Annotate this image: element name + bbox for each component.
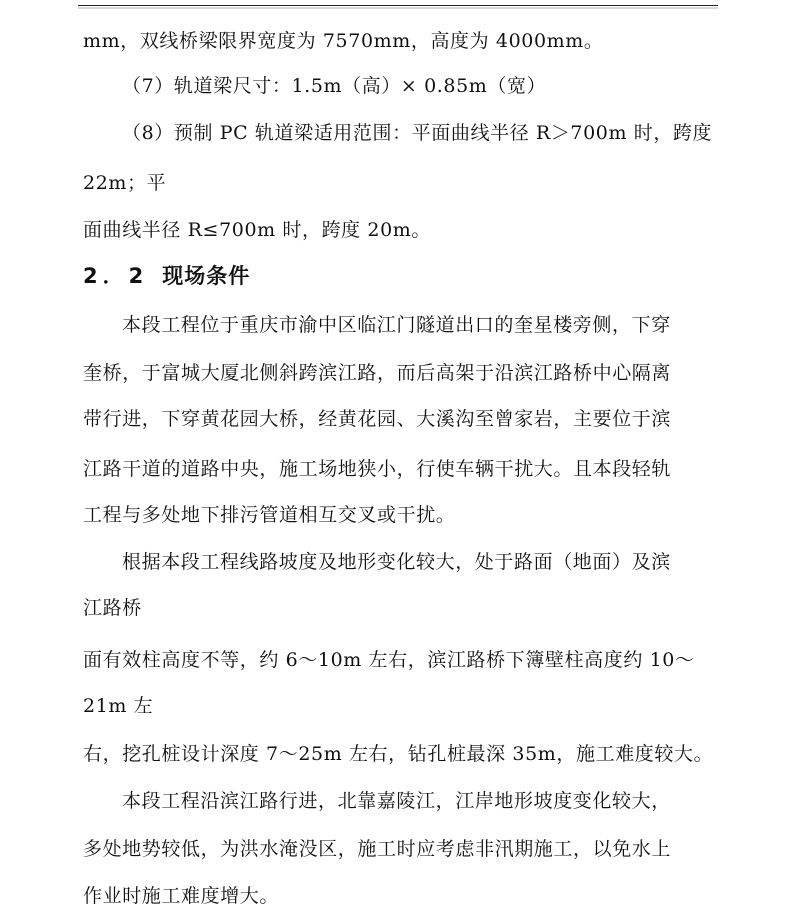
paragraph-line: 面有效柱高度不等，约 6～10m 左右，滨江路桥下簿壁柱高度约 10～ bbox=[83, 649, 695, 671]
section-heading bbox=[83, 263, 250, 289]
page-top-rule bbox=[78, 5, 718, 6]
paragraph-line: 江路桥 bbox=[83, 597, 142, 619]
paragraph-line: 本段工程位于重庆市渝中区临江门隧道出口的奎星楼旁侧，下穿 bbox=[122, 314, 671, 336]
paragraph-line: 工程与多处地下排污管道相互交叉或干扰。 bbox=[83, 504, 456, 526]
text-line: 面曲线半径 R≤700m 时，跨度 20m。 bbox=[83, 219, 432, 241]
paragraph-line: 多处地势较低，为洪水淹没区，施工时应考虑非汛期施工，以免水上 bbox=[83, 838, 672, 860]
paragraph-line: 奎桥，于富城大厦北侧斜跨滨江路，而后高架于沿滨江路桥中心隔离 bbox=[83, 362, 672, 384]
paragraph-line: 江路干道的道路中央，施工场地狭小，行使车辆干扰大。且本段轻轨 bbox=[83, 458, 672, 480]
section-title: 现场条件 bbox=[162, 264, 251, 288]
text-line: mm，双线桥梁限界宽度为 7570mm，高度为 4000mm。 bbox=[83, 30, 604, 52]
text-line: （8）预制 PC 轨道梁适用范围：平面曲线半径 R＞700m 时，跨度 bbox=[122, 122, 713, 144]
paragraph-line: 本段工程沿滨江路行进，北靠嘉陵江，江岸地形坡度变化较大， bbox=[122, 790, 671, 812]
text-line: 22m；平 bbox=[83, 172, 167, 194]
paragraph-line: 作业时施工难度增大。 bbox=[83, 885, 280, 907]
text-line: （7）轨道梁尺寸：1.5m（高）× 0.85m（宽） bbox=[122, 75, 547, 97]
page-top-rule-shadow bbox=[78, 7, 718, 9]
paragraph-line: 21m 左 bbox=[83, 695, 154, 717]
section-number: 2．2 bbox=[83, 264, 149, 288]
paragraph-line: 带行进，下穿黄花园大桥，经黄花园、大溪沟至曾家岩，主要位于滨 bbox=[83, 408, 672, 430]
paragraph-line: 根据本段工程线路坡度及地形变化较大，处于路面（地面）及滨 bbox=[122, 551, 671, 573]
paragraph-line: 右，挖孔桩设计深度 7～25m 左右，钻孔桩最深 35m，施工难度较大。 bbox=[83, 743, 714, 765]
